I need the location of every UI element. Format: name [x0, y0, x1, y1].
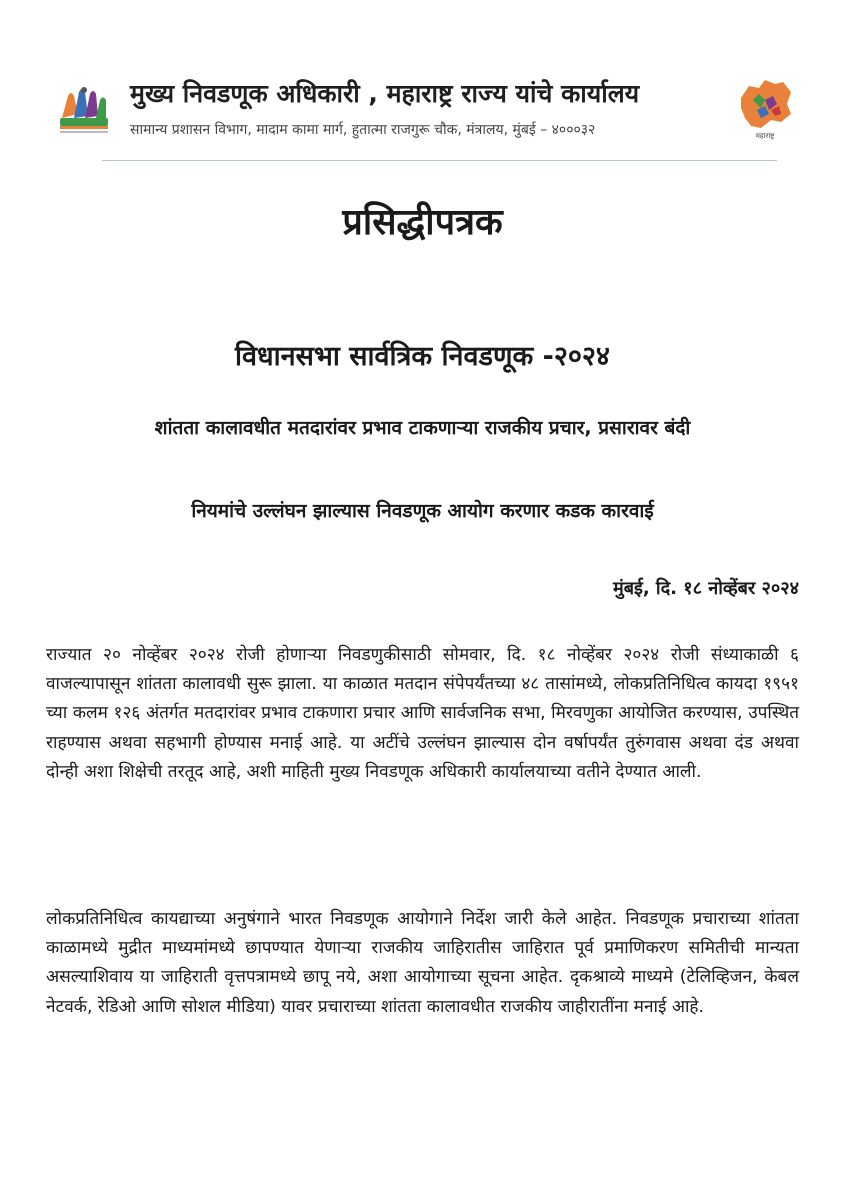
- maharashtra-map-icon: [735, 76, 795, 144]
- letterhead: [52, 70, 792, 150]
- election-commission-logo: [54, 78, 112, 138]
- election-logo-icon: [54, 78, 112, 138]
- right-logo-caption: महाराष्ट्र: [755, 132, 775, 140]
- dateline: मुंबई, दि. १८ नोव्हेंबर २०२४: [612, 578, 799, 599]
- body-paragraph-1: राज्यात २० नोव्हेंबर २०२४ रोजी होणाऱ्या निवडणुकीसाठी सोमवार, दि. १८ नोव्हेंबर २०२४ रोजी संध्याकाळी ६ वाजल्यापासून शांतता कालावधी सुरू झाला. या काळात मतदान संपेपर्यंतच्या ४८ तासांमध्ये, लोकप्रतिनिधित्व कायदा १९५१ च्या कलम १२६ अंतर्गत मतदारांवर प्रभाव टाकणारा प्रचार आणि सार्वजनिक सभा, मिरवणुका आयोजित करण्यास, उपस्थित राहण्यास अथवा सहभागी होण्यास मनाई आहे. या अटींचे उल्लंघन झाल्यास दोन वर्षापर्यंत तुरुंगवास अथवा दंड अथवा दोन्ही अशा शिक्षेची तरतूद आहे, अशी माहिती मुख्य निवडणूक अधिकारी कार्यालयाच्या वतीने देण्यात आली.: [46, 645, 799, 782]
- office-address: सामान्य प्रशासन विभाग, मादाम कामा मार्ग, हुतात्मा राजगुरू चौक, मंत्रालय, मुंबई – ४०००३२: [130, 122, 596, 138]
- body-paragraph-2: लोकप्रतिनिधित्व कायद्याच्या अनुषंगाने भारत निवडणूक आयोगाने निर्देश जारी केले आहेत. निवडणूक प्रचाराच्या शांतता काळामध्ये मुद्रीत माध्यमांमध्ये छापण्यात येणाऱ्या राजकीय जाहिरातीस जाहिरात पूर्व प्रमाणिकरण समितीची मान्यता असल्याशिवाय या जाहिराती वृत्तपत्रामध्ये छापू नये, अशा आयोगाच्या सूचना आहेत. दृकश्राव्ये माध्यमे (टेलिव्हिजन, केबल नेटवर्क, रेडिओ आणि सोशल मीडिया) यावर प्रचाराच्या शांतता कालावधीत राजकीय जाहीरातींना मनाई आहे.: [46, 909, 799, 1017]
- office-title: मुख्य निवडणूक अधिकारी , महाराष्ट्र राज्य यांचे कार्यालय: [130, 79, 640, 108]
- subheadline-1: शांतता कालावधीत मतदारांवर प्रभाव टाकणाऱ्या राजकीय प्रचार, प्रसारावर बंदी: [154, 417, 691, 439]
- document-type: प्रसिद्धीपत्रक: [342, 202, 503, 243]
- headline: विधानसभा सार्वत्रिक निवडणूक -२०२४: [235, 341, 610, 372]
- maharashtra-map-logo: [735, 76, 795, 144]
- subheadline-2: नियमांचे उल्लंघन झाल्यास निवडणूक आयोग करणार कडक कारवाई: [191, 500, 654, 522]
- header-divider: [102, 160, 777, 161]
